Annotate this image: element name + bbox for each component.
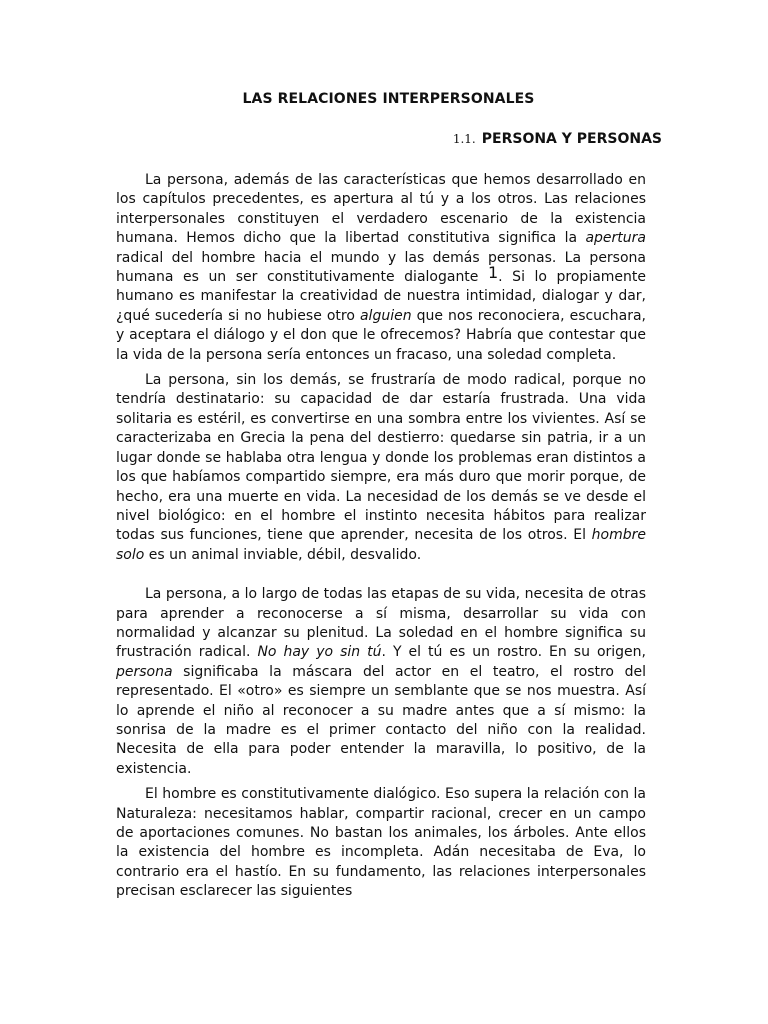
paragraph-text: La persona, sin los demás, se frustraría de modo radical, porque no tendría destinatario: su capacidad de dar estaría frustrada. Una vida solitaria es estéril, es convertirse en una sombra entre los vivientes. Así se caracterizaba en Grecia la pena del destierro: quedarse sin patria, ir a un lugar donde se hablaba otra lengua y donde los problemas eran distintos a los que habíamos compartido siempre, era más duro que morir porque, de hecho, era una muerte en vida. La necesidad de los demás se ve desde el nivel biológico: en el hombre el instinto necesita hábitos para realizar todas sus funciones, tiene que aprender, necesita de los otros. El (116, 372, 646, 544)
section-number: 1.1. (452, 132, 476, 146)
italic-term: persona (116, 663, 173, 680)
footnote-reference[interactable]: 1 (487, 263, 499, 283)
body-text (116, 171, 646, 908)
paragraph-3 (116, 585, 646, 779)
italic-term: No hay yo sin tú (257, 644, 382, 661)
section-title: PERSONA Y PERSONAS (481, 131, 662, 147)
paragraph-text: El hombre es constitutivamente dialógico. Eso supera la relación con la Naturaleza: necesitamos hablar, compartir racional, crecer en un campo de aportaciones comunes. No bastan los animales, los árboles. Ante ellos la existencia del hombre es incompleta. Adán necesitaba de Eva, lo contrario era el hastío. En su fundamento, las relaciones interpersonales precisan esclarecer las siguientes (116, 786, 646, 900)
document-title: LAS RELACIONES INTERPERSONALES (242, 91, 535, 107)
paragraph-text: significaba la máscara del actor en el teatro, el rostro del representado. El «otro» es siempre un semblante que se nos muestra. Así lo aprende el niño al reconocer a su madre antes que a sí mismo: la sonrisa de la madre es el primer contacto del niño con la realidad. Necesita de ella para poder entender la maravilla, lo positivo, de la existencia. (116, 663, 646, 777)
italic-term: hombre solo (116, 527, 646, 563)
italic-term: alguien (359, 307, 412, 324)
paragraph-text: La persona, además de las características que hemos desarrollado en los capítulos precedentes, es apertura al tú y a los otros. Las relaciones interpersonales constituyen el verdadero escenario de la existencia humana. Hemos dicho que la libertad constitutiva significa la (116, 172, 646, 247)
paragraph-2 (116, 371, 646, 565)
italic-term: apertura (585, 230, 646, 247)
paragraph-text: que nos reconociera, escuchara, y aceptara el diálogo y el don que le ofrecemos? Habría que contestar que la vida de la persona sería entonces un fracaso, una soledad completa. (116, 307, 646, 363)
section-heading (453, 130, 662, 148)
paragraph-text: es un animal inviable, débil, desvalido. (144, 546, 422, 563)
paragraph-text: La persona, a lo largo de todas las etapas de su vida, necesita de otras para aprender a reconocerse a sí misma, desarrollar su vida con normalidad y alcanzar su plenitud. La soledad en el hombre significa su frustración radical. (116, 586, 646, 661)
paragraph-1 (116, 171, 646, 365)
paragraph-text: . Si lo propiamente humano es manifestar la creatividad de nuestra intimidad, dialogar y dar, ¿qué sucedería si no hubiese otro (116, 269, 647, 324)
paragraph-text: . Y el tú es un rostro. En su origen, (381, 644, 646, 661)
paragraph-4 (116, 785, 646, 901)
paragraph-text: radical del hombre hacia el mundo y las demás personas. La persona humana es un ser constitutivamente dialogante (116, 249, 646, 286)
